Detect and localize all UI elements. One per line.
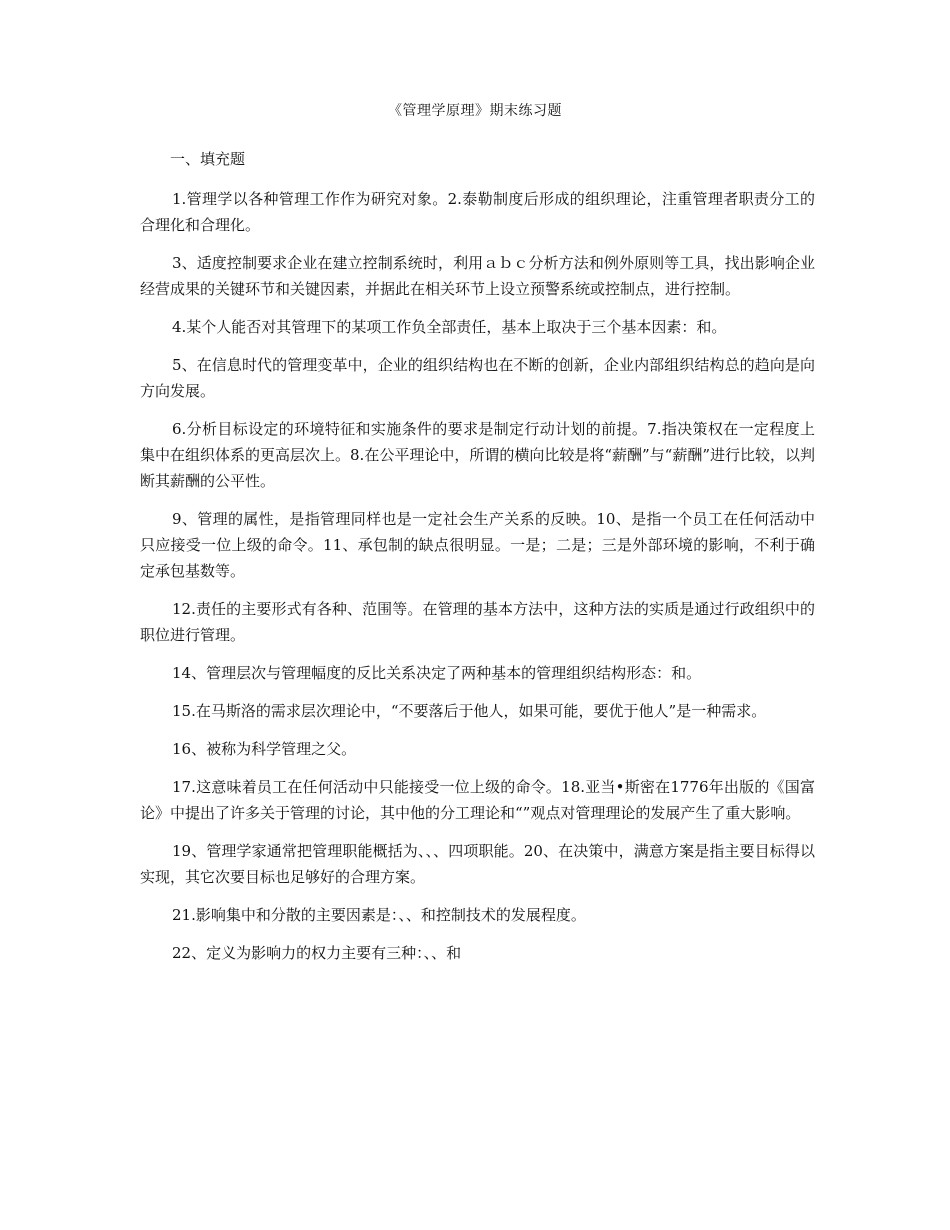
paragraph-5: 6.分析目标设定的环境特征和实施条件的要求是制定行动计划的前提。7.指决策权在一定程度上集中在组织体系的更高层次上。8.在公平理论中，所谓的横向比较是将“薪酬”与“薪酬”进行比较，以判断其薪酬的公平性。 (140, 420, 815, 490)
paragraph-11: 17.这意味着员工在任何活动中只能接受一位上级的命令。18.亚当•斯密在1776年出版的《国富论》中提出了许多关于管理的讨论，其中他的分工理论和“”观点对管理理论的发展产生了重大影响。 (140, 778, 815, 822)
paragraph-8: 14、管理层次与管理幅度的反比关系决定了两种基本的管理组织结构形态：和。 (172, 664, 702, 682)
paragraph-4: 5、在信息时代的管理变革中，企业的组织结构也在不断的创新，企业内部组织结构总的趋向是向方向发展。 (140, 356, 815, 400)
paragraph-12: 19、管理学家通常把管理职能概括为、、、四项职能。20、在决策中，满意方案是指主要目标得以实现，其它次要目标也足够好的合理方案。 (140, 842, 815, 886)
paragraph-13: 21.影响集中和分散的主要因素是：、、和控制技术的发展程度。 (172, 906, 586, 924)
paragraph-6: 9、管理的属性，是指管理同样也是一定社会生产关系的反映。10、是指一个员工在任何活动中只应接受一位上级的命令。11、承包制的缺点很明显。一是；二是；三是外部环境的影响，不利于确定承包基数等。 (140, 510, 815, 580)
paragraph-3: 4.某个人能否对其管理下的某项工作负全部责任，基本上取决于三个基本因素：和。 (172, 318, 727, 336)
paragraph-7: 12.责任的主要形式有各种、范围等。在管理的基本方法中，这种方法的实质是通过行政组织中的职位进行管理。 (140, 600, 815, 644)
document-title: 《管理学原理》期末练习题 (388, 103, 562, 119)
paragraph-10: 16、被称为科学管理之父。 (172, 740, 357, 758)
paragraph-9: 15.在马斯洛的需求层次理论中，“不要落后于他人，如果可能，要优于他人”是一种需求。 (172, 702, 767, 720)
section-heading: 一、填充题 (170, 150, 246, 168)
paragraph-1: 1.管理学以各种管理工作作为研究对象。2.泰勒制度后形成的组织理论，注重管理者职责分工的合理化和合理化。 (140, 190, 815, 234)
paragraph-2: 3、适度控制要求企业在建立控制系统时，利用ａｂｃ分析方法和例外原则等工具，找出影响企业经营成果的关键环节和关键因素，并据此在相关环节上设立预警系统或控制点，进行控制。 (140, 254, 815, 298)
document-body (140, 146, 815, 978)
paragraph-14: 22、定义为影响力的权力主要有三种：、、和 (172, 944, 462, 962)
